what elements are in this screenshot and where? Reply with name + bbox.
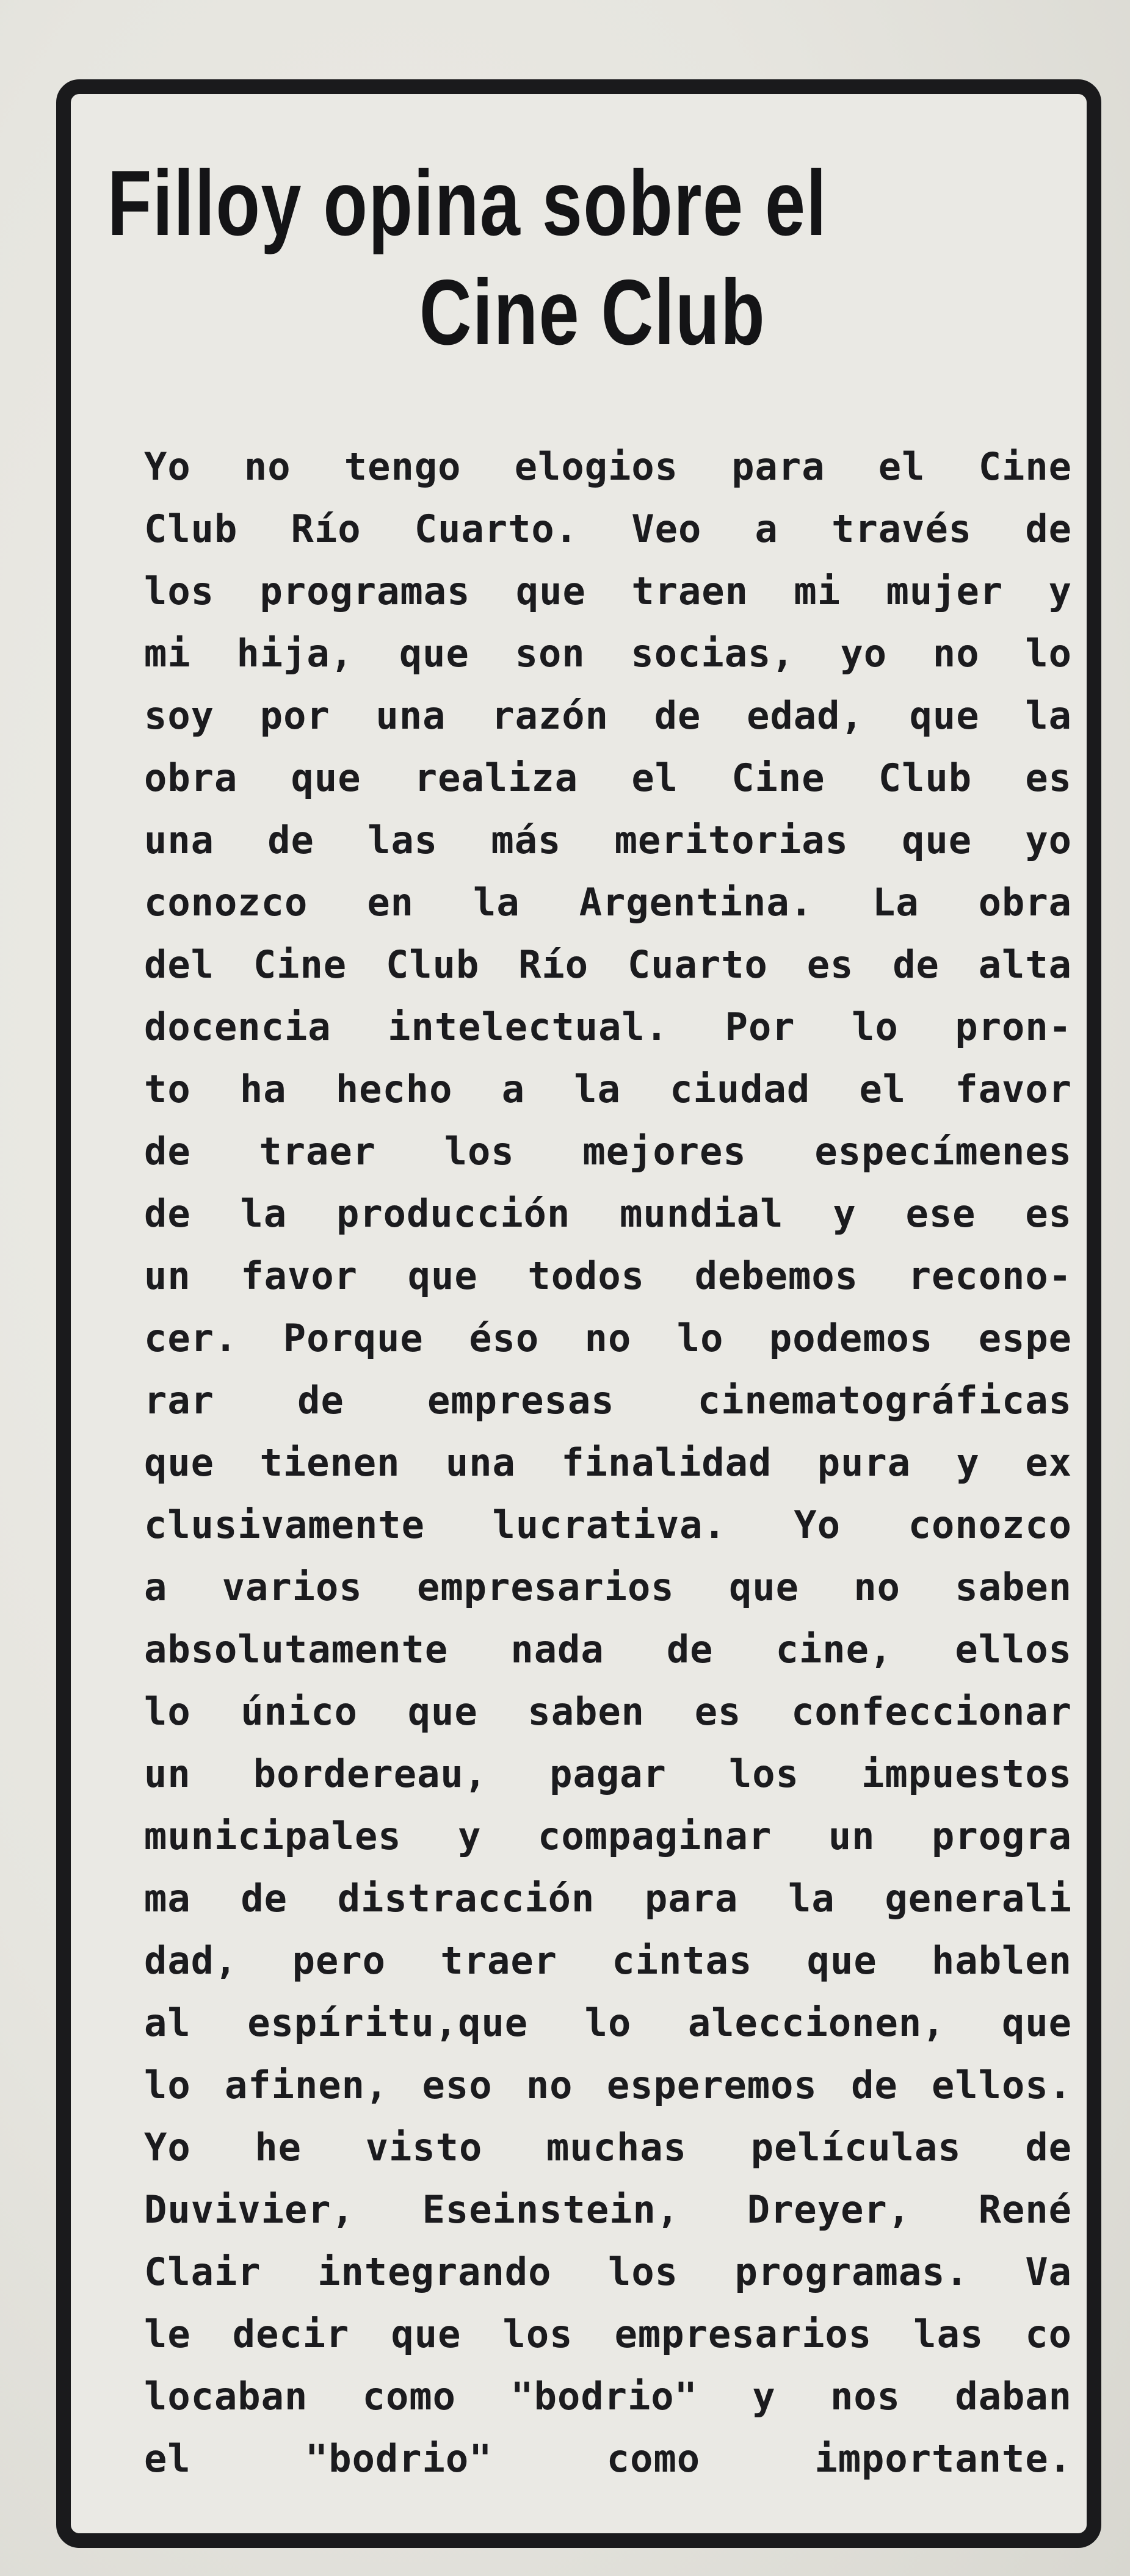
body-text-line: lo afinen, eso no esperemos de ellos. [144, 2063, 1072, 2107]
body-text-line: conozco en la Argentina. La obra [144, 880, 1072, 925]
body-text-line: de la producción mundial y ese es [144, 1191, 1072, 1236]
headline-line-2: Cine Club [419, 261, 766, 365]
body-text-line: municipales y compaginar un progra [144, 1814, 1072, 1858]
body-text-line: soy por una razón de edad, que la [144, 693, 1072, 738]
body-text-line: clusivamente lucrativa. Yo conozco [144, 1503, 1072, 1547]
body-text-line: del Cine Club Río Cuarto es de alta [144, 942, 1072, 987]
body-text-line: una de las más meritorias que yo [144, 818, 1072, 862]
body-text-line: dad, pero traer cintas que hablen [144, 1938, 1072, 1983]
body-text-line: el "bodrio" como importante. [144, 2436, 1072, 2481]
body-text-line: ma de distracción para la generali [144, 1876, 1072, 1921]
body-text-line: le decir que los empresarios las co [144, 2312, 1072, 2356]
body-text-line: Yo he visto muchas películas de [144, 2125, 1072, 2170]
body-text-line: a varios empresarios que no saben [144, 1565, 1072, 1609]
headline-line-1: Filloy opina sobre el [107, 151, 828, 255]
body-text-line: que tienen una finalidad pura y ex [144, 1440, 1072, 1485]
article-body [144, 436, 1072, 2490]
body-text-line: absolutamente nada de cine, ellos [144, 1627, 1072, 1672]
article-border [56, 79, 1101, 2548]
body-text-line: un bordereau, pagar los impuestos [144, 1752, 1072, 1796]
body-text-line: rar de empresas cinematográficas [144, 1378, 1072, 1423]
body-text-line: obra que realiza el Cine Club es [144, 756, 1072, 800]
article-headline [107, 149, 850, 368]
body-text-line: mi hija, que son socias, yo no lo [144, 631, 1072, 676]
body-text-line: Duvivier, Eseinstein, Dreyer, René [144, 2187, 1072, 2232]
body-text-line: Clair integrando los programas. Va [144, 2249, 1072, 2294]
body-text-line: locaban como "bodrio" y nos daban [144, 2374, 1072, 2419]
body-text-line: to ha hecho a la ciudad el favor [144, 1067, 1072, 1111]
body-text-line: Yo no tengo elogios para el Cine [144, 444, 1072, 489]
body-text-line: cer. Porque éso no lo podemos espe [144, 1316, 1072, 1360]
body-text-line: Club Río Cuarto. Veo a través de [144, 507, 1072, 551]
body-text-line: de traer los mejores especímenes [144, 1129, 1072, 1174]
body-text-line: al espíritu,que lo aleccionen, que [144, 2001, 1072, 2045]
body-text-line: docencia intelectual. Por lo pron- [144, 1005, 1072, 1049]
body-text-line: lo único que saben es confeccionar [144, 1689, 1072, 1734]
body-text-line: un favor que todos debemos recono- [144, 1254, 1072, 1298]
body-text-line: los programas que traen mi mujer y [144, 569, 1072, 613]
